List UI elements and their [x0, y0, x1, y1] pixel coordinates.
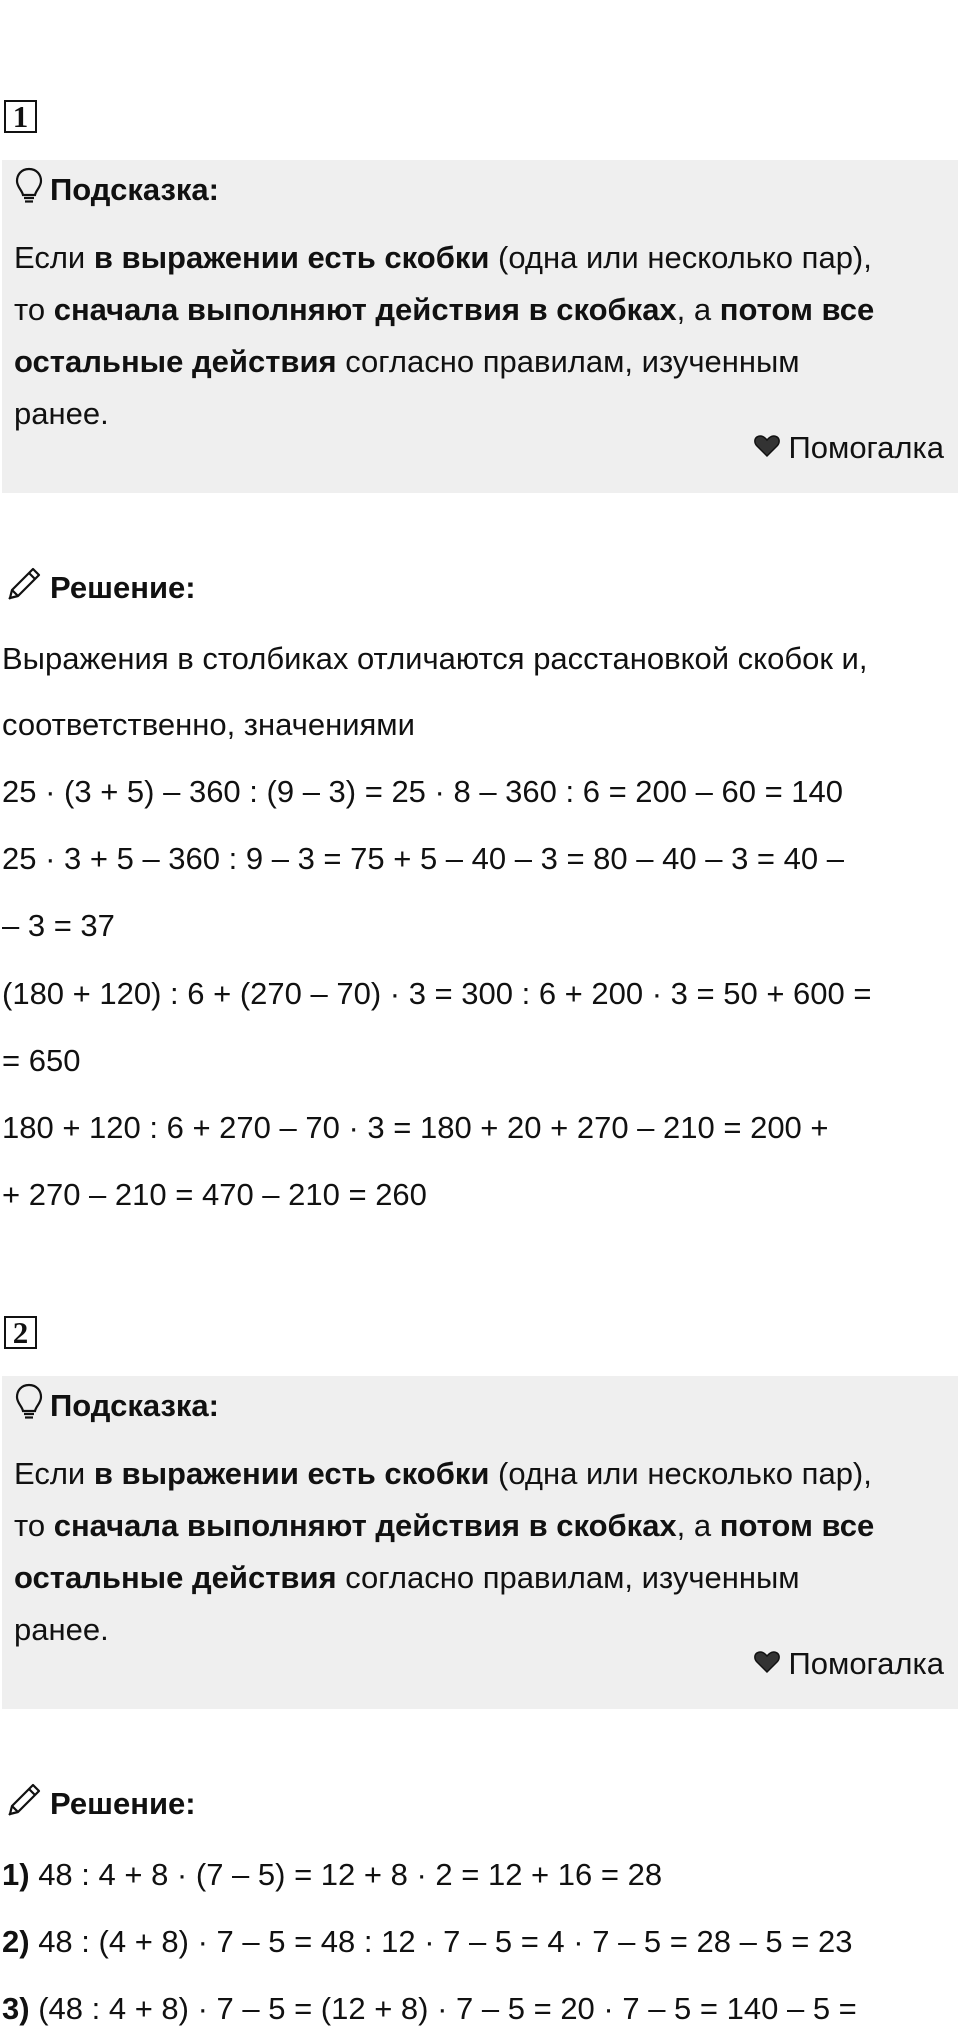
text-run: согласно правилам, изученным [336, 1560, 800, 1595]
solution-line [2, 1918, 853, 1966]
hint-text [14, 232, 944, 440]
solution-line: – 3 = 37 [2, 908, 115, 943]
hint-line [14, 1500, 944, 1552]
text-run: (одна или несколько пар), [489, 240, 872, 275]
bold-run: в выражении есть скобки [93, 1456, 490, 1491]
pencil-icon [4, 1780, 44, 1828]
step-expression: (48 : 4 + 8) · 7 – 5 = (12 + 8) · 7 – 5 = 20 · 7 – 5 = 140 – 5 = [29, 1991, 857, 2026]
credit-label: Помогалка [788, 430, 944, 465]
bold-run: сначала выполняют действия в скобках [53, 292, 677, 327]
pencil-icon [4, 564, 44, 612]
step-expression: 48 : 4 + 8 · (7 – 5) = 12 + 8 · 2 = 12 + 16 = 28 [29, 1857, 663, 1892]
text-run: Если [14, 240, 94, 275]
credit-label: Помогалка [788, 1646, 944, 1681]
hint-header [14, 1384, 219, 1428]
solution-line [2, 1985, 857, 2033]
hint-title: Подсказка: [50, 1388, 219, 1423]
text-run: согласно правилам, изученным [336, 344, 800, 379]
text-run: то [14, 292, 54, 327]
solution-line: + 270 – 210 = 470 – 210 = 260 [2, 1177, 427, 1212]
text-run: то [14, 1508, 54, 1543]
hint-text [14, 1448, 944, 1656]
solution-line: 180 + 120 : 6 + 270 – 70 · 3 = 180 + 20 + 270 – 210 = 200 + [2, 1110, 829, 1145]
solution-header [4, 1780, 196, 1828]
hint-line [14, 1552, 944, 1604]
hint-header [14, 168, 219, 212]
bold-run: потом все [719, 292, 875, 327]
solution-line: 25 · 3 + 5 – 360 : 9 – 3 = 75 + 5 – 40 – 3 = 80 – 40 – 3 = 40 – [2, 841, 844, 876]
lightbulb-icon [14, 167, 44, 213]
bold-run: потом все [719, 1508, 875, 1543]
solution-line: соответственно, значениями [2, 707, 415, 742]
step-expression: 48 : (4 + 8) · 7 – 5 = 48 : 12 · 7 – 5 = 4 · 7 – 5 = 28 – 5 = 23 [29, 1924, 853, 1959]
solution-line: 25 · (3 + 5) – 360 : (9 – 3) = 25 · 8 – 360 : 6 = 200 – 60 = 140 [2, 774, 844, 809]
hint-box [2, 1376, 958, 1709]
solution-line: Выражения в столбиках отличаются расстановкой скобок и, [2, 641, 868, 676]
bold-run: в выражении есть скобки [93, 240, 490, 275]
bold-run: остальные действия [14, 1560, 337, 1595]
solution-line [2, 1851, 662, 1899]
task-number-badge: 2 [4, 1316, 37, 1349]
solution-header [4, 564, 196, 612]
heart-icon [754, 430, 780, 466]
step-number: 1) [2, 1857, 30, 1892]
solution-title: Решение: [50, 1786, 196, 1821]
text-run: , а [676, 1508, 720, 1543]
bold-run: остальные действия [14, 344, 337, 379]
solution-line: (180 + 120) : 6 + (270 – 70) · 3 = 300 : 6 + 200 · 3 = 50 + 600 = [2, 976, 872, 1011]
task-number-badge: 1 [4, 100, 37, 133]
text-run: ранее. [14, 396, 109, 431]
text-run: Если [14, 1456, 94, 1491]
step-number: 2) [2, 1924, 30, 1959]
text-run: ранее. [14, 1612, 109, 1647]
step-number: 3) [2, 1991, 30, 2026]
hint-title: Подсказка: [50, 172, 219, 207]
heart-icon [754, 1646, 780, 1682]
hint-line [14, 1448, 944, 1500]
bold-run: сначала выполняют действия в скобках [53, 1508, 677, 1543]
credit [754, 1642, 944, 1686]
text-run: , а [676, 292, 720, 327]
solution-title: Решение: [50, 570, 196, 605]
text-run: (одна или несколько пар), [489, 1456, 872, 1491]
hint-line [14, 232, 944, 284]
solution-line: = 650 [2, 1043, 81, 1078]
hint-line [14, 336, 944, 388]
hint-line [14, 284, 944, 336]
lightbulb-icon [14, 1383, 44, 1429]
hint-box [2, 160, 958, 493]
credit [754, 426, 944, 470]
